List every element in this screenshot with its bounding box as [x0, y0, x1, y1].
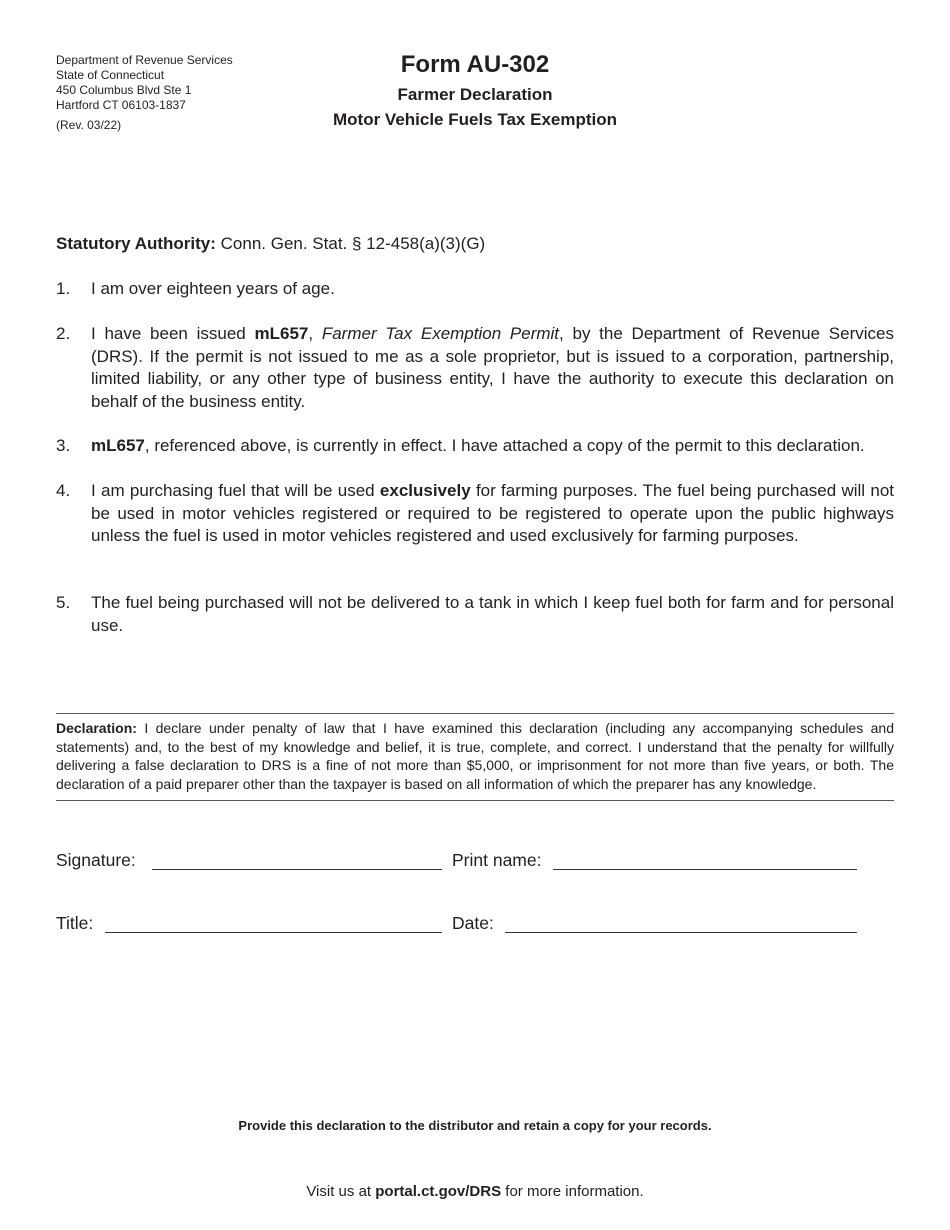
title-field[interactable] — [105, 932, 442, 933]
item-number: 5. — [56, 593, 71, 612]
declaration-item-3 — [56, 435, 894, 458]
print-name-label: Print name: — [452, 850, 542, 870]
item-text: I am purchasing fuel that will be used exclusively for farming purposes. The fuel being purchased will not be used in motor vehicles registered or required to be registered to operate upon the public highways unless the fuel is used in motor vehicles registered and used exclusively for farming purposes. — [91, 481, 894, 545]
item-text: I have been issued mL657, Farmer Tax Exemption Permit, by the Department of Revenue Services (DRS). If the permit is not issued to me as a sole proprietor, but is issued to a corporation, partnership, limited liability, or any other type of business entity, I have the authority to execute this declaration on behalf of the business entity. — [91, 324, 894, 411]
emphasis-exclusively: exclusively — [379, 481, 471, 500]
form-number: Form AU-302 — [400, 51, 550, 78]
item-number: 3. — [56, 436, 71, 455]
date-field[interactable] — [505, 932, 857, 933]
signature-field[interactable] — [152, 869, 442, 870]
agency-street: 450 Columbus Blvd Ste 1 — [56, 83, 192, 97]
declaration-item-2 — [56, 323, 894, 413]
permit-name: Farmer Tax Exemption Permit — [321, 324, 560, 343]
revision-date: (Rev. 03/22) — [56, 118, 122, 132]
declaration-item-5 — [56, 592, 894, 637]
agency-state: State of Connecticut — [56, 68, 165, 82]
permit-code: mL657 — [254, 324, 309, 343]
permit-code: mL657 — [91, 436, 145, 455]
form-header — [0, 50, 950, 132]
declaration-label: Declaration: — [56, 720, 137, 736]
date-label: Date: — [452, 913, 494, 933]
item-text: mL657, referenced above, is currently in effect. I have attached a copy of the permit to this declaration. — [91, 436, 865, 455]
declaration-text: I declare under penalty of law that I have examined this declaration (including any accompanying schedules and statements) and, to the best of my knowledge and belief, it is true, complete, and correct. I understand that the penalty for willfully delivering a false declaration to DRS is a fine of not more than $5,000, or imprisonment for not more than five years, or both. The declaration of a paid preparer other than the taxpayer is based on all information of which the preparer has any knowledge. — [56, 720, 894, 792]
authority-label: Statutory Authority: — [56, 234, 216, 253]
title-label: Title: — [56, 913, 94, 933]
visit-website-line: Visit us at portal.ct.gov/DRS for more information. — [306, 1183, 644, 1200]
print-name-field[interactable] — [553, 869, 857, 870]
form-title: Farmer Declaration — [397, 85, 553, 104]
retain-copy-instruction: Provide this declaration to the distributor and retain a copy for your records. — [238, 1118, 712, 1133]
authority-text: Conn. Gen. Stat. § 12-458(a)(3)(G) — [215, 234, 486, 253]
statutory-authority — [56, 233, 485, 255]
declaration-item-1 — [56, 278, 894, 301]
item-number: 1. — [56, 279, 71, 298]
item-number: 4. — [56, 481, 71, 500]
penalty-declaration — [56, 719, 894, 793]
declaration-top-rule — [56, 713, 894, 714]
item-number: 2. — [56, 324, 71, 343]
form-subtitle: Motor Vehicle Fuels Tax Exemption — [332, 110, 618, 129]
item-text: I am over eighteen years of age. — [91, 279, 335, 298]
declaration-bottom-rule — [56, 800, 894, 801]
website-link[interactable]: portal.ct.gov/DRS — [375, 1183, 502, 1200]
declaration-item-4 — [56, 480, 894, 548]
signature-label: Signature: — [56, 850, 136, 870]
agency-city: Hartford CT 06103-1837 — [56, 98, 186, 112]
item-text: The fuel being purchased will not be delivered to a tank in which I keep fuel both for farm and for personal use. — [91, 593, 894, 635]
agency-name: Department of Revenue Services — [56, 53, 233, 67]
